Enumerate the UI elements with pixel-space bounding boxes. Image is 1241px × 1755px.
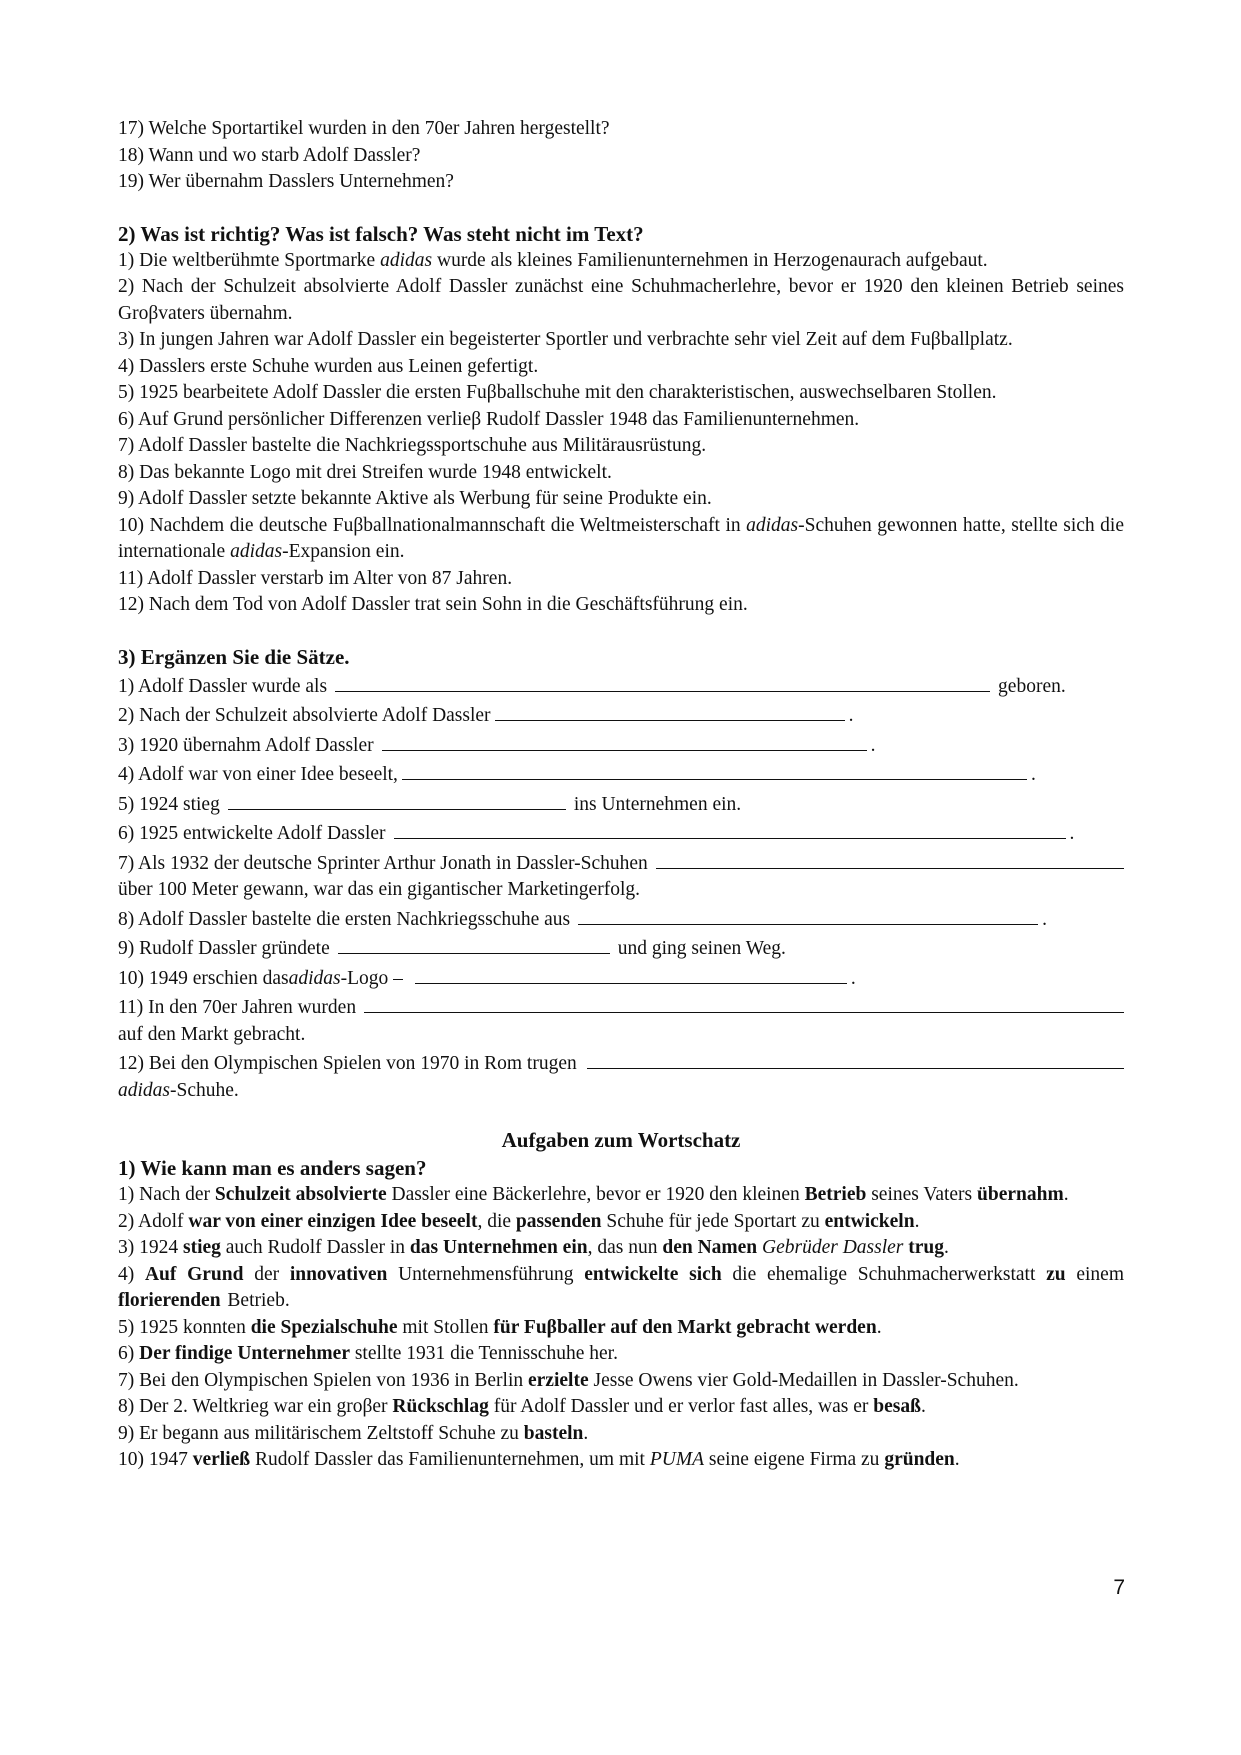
vocab-item-10: 10) 1947 verließ Rudolf Dassler das Familienunternehmen, um mit PUMA seine eigene Firma zu gründen. <box>118 1449 960 1470</box>
question-17: 17) Welche Sportartikel wurden in den 70er Jahren hergestellt? <box>118 118 610 139</box>
fill-sentence-11-cont: auf den Markt gebracht. <box>118 1023 306 1045</box>
answer-blank-2[interactable] <box>495 700 845 721</box>
question-19: 19) Wer übernahm Dasslers Unternehmen? <box>118 171 454 192</box>
answer-blank-6[interactable] <box>394 818 1066 839</box>
fill-sentence-3: 3) 1920 übernahm Adolf Dassler . <box>118 730 1124 760</box>
answer-blank-11[interactable] <box>364 992 1124 1013</box>
statement-8: 8) Das bekannte Logo mit drei Streifen wurde 1948 entwickelt. <box>118 461 612 483</box>
statement-3: 3) In jungen Jahren war Adolf Dassler ein begeisterter Sportler und verbrachte sehr viel Zeit auf dem Fuβballplatz. <box>118 329 1013 350</box>
statement-7: 7) Adolf Dassler bastelte die Nachkriegssportschuhe aus Militärausrüstung. <box>118 435 707 456</box>
fill-sentence-2: 2) Nach der Schulzeit absolvierte Adolf Dassler . <box>118 700 1124 730</box>
fill-sentence-4: 4) Adolf war von einer Idee beseelt, . <box>118 759 1124 789</box>
answer-blank-7[interactable] <box>656 848 1124 869</box>
fill-sentence-5: 5) 1924 stieg ins Unternehmen ein. <box>118 789 1124 819</box>
vocab-item-5: 5) 1925 konnten die Spezialschuhe mit Stollen für Fuβballer auf den Markt gebracht werden. <box>118 1316 882 1338</box>
answer-blank-12[interactable] <box>587 1048 1124 1069</box>
answer-blank-1[interactable] <box>335 671 990 692</box>
vocab-item-3: 3) 1924 stieg auch Rudolf Dassler in das Unternehmen ein, das nun den Namen Gebrüder Dassler trug. <box>118 1237 949 1258</box>
vocab-item-8: 8) Der 2. Weltkrieg war ein groβer Rückschlag für Adolf Dassler und er verlor fast alles, was er besaß. <box>118 1396 926 1417</box>
vocab-item-4: 4) Auf Grund der innovativen Unternehmensführung entwickelte sich die ehemalige Schuhmacherwerkstatt zu einem florierenden Betrieb. <box>118 1263 1124 1311</box>
fill-sentence-8: 8) Adolf Dassler bastelte die ersten Nachkriegsschuhe aus . <box>118 904 1124 934</box>
answer-blank-10[interactable] <box>415 963 847 984</box>
fill-sentence-10: 10) 1949 erschien das adidas -Logo – . <box>118 963 1124 993</box>
statement-11: 11) Adolf Dassler verstarb im Alter von 87 Jahren. <box>118 567 513 589</box>
answer-blank-5[interactable] <box>228 789 566 810</box>
vocab-item-6: 6) Der findige Unternehmer stellte 1931 die Tennisschuhe her. <box>118 1343 618 1364</box>
statement-1: 1) Die weltberühmte Sportmarke adidas wurde als kleines Familienunternehmen in Herzogenaurach aufgebaut. <box>118 249 988 271</box>
fill-sentence-7: 7) Als 1932 der deutsche Sprinter Arthur Jonath in Dassler-Schuhen <box>118 848 1124 878</box>
fill-sentence-12: 12) Bei den Olympischen Spielen von 1970 in Rom trugen <box>118 1048 1124 1078</box>
vocab-item-9: 9) Er begann aus militärischem Zeltstoff Schuhe zu basteln. <box>118 1422 589 1444</box>
worksheet-page <box>118 116 1124 1474</box>
answer-blank-3[interactable] <box>382 730 867 751</box>
fill-sentence-6: 6) 1925 entwickelte Adolf Dassler . <box>118 818 1124 848</box>
answer-blank-8[interactable] <box>578 904 1038 925</box>
statement-10: 10) Nachdem die deutsche Fuβballnationalmannschaft die Weltmeisterschaft in adidas-Schuhen gewonnen hatte, stellte sich die internationale adidas-Expansion ein. <box>118 514 1124 562</box>
statement-6: 6) Auf Grund persönlicher Differenzen verlieβ Rudolf Dassler 1948 das Familienunternehmen. <box>118 408 860 430</box>
vocab-item-2: 2) Adolf war von einer einzigen Idee beseelt, die passenden Schuhe für jede Sportart zu entwickeln. <box>118 1210 920 1232</box>
answer-blank-4[interactable] <box>402 759 1027 780</box>
section-3-heading: 3) Ergänzen Sie die Sätze. <box>118 644 350 669</box>
fill-sentence-1: 1) Adolf Dassler wurde als geboren. <box>118 671 1124 701</box>
fill-sentence-7-cont: über 100 Meter gewann, war das ein gigantischer Marketingerfolg. <box>118 879 640 900</box>
fill-sentence-11: 11) In den 70er Jahren wurden <box>118 992 1124 1022</box>
vocab-title: Aufgaben zum Wortschatz <box>501 1128 741 1152</box>
fill-sentence-9: 9) Rudolf Dassler gründete und ging seinen Weg. <box>118 933 1124 963</box>
question-18: 18) Wann und wo starb Adolf Dassler? <box>118 144 421 166</box>
answer-blank-9[interactable] <box>338 933 610 954</box>
vocab-heading: 1) Wie kann man es anders sagen? <box>118 1156 427 1180</box>
statement-4: 4) Dasslers erste Schuhe wurden aus Leinen gefertigt. <box>118 355 539 377</box>
vocab-item-1: 1) Nach der Schulzeit absolvierte Dassler eine Bäckerlehre, bevor er 1920 den kleinen Betrieb seines Vaters übernahm. <box>118 1184 1069 1205</box>
statement-12: 12) Nach dem Tod von Adolf Dassler trat sein Sohn in die Geschäftsführung ein. <box>118 594 748 615</box>
section-2-heading: 2) Was ist richtig? Was ist falsch? Was steht nicht im Text? <box>118 221 644 246</box>
statement-2: 2) Nach der Schulzeit absolvierte Adolf Dassler zunächst eine Schuhmacherlehre, bevor er 1920 den kleinen Betrieb seines Groβvaters übernahm. <box>118 276 1124 324</box>
vocab-item-7: 7) Bei den Olympischen Spielen von 1936 in Berlin erzielte Jesse Owens vier Gold-Medaillen in Dassler-Schuhen. <box>118 1369 1019 1391</box>
statement-9: 9) Adolf Dassler setzte bekannte Aktive als Werbung für seine Produkte ein. <box>118 488 712 509</box>
statement-5: 5) 1925 bearbeitete Adolf Dassler die ersten Fuβballschuhe mit den charakteristischen, auswechselbaren Stollen. <box>118 382 997 403</box>
fill-sentence-12-cont: adidas-Schuhe. <box>118 1079 239 1101</box>
page-number: 7 <box>1113 1576 1125 1599</box>
